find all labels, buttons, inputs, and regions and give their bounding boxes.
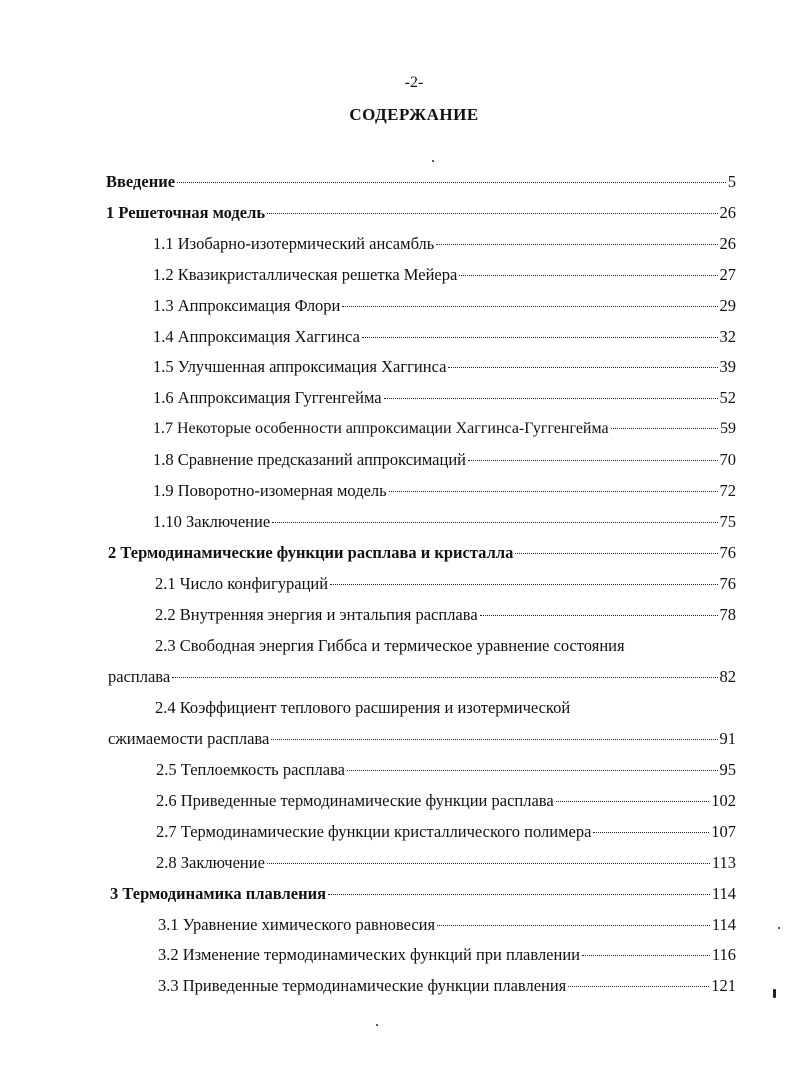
scan-speck — [778, 927, 780, 929]
toc-entry-3-2[interactable] — [158, 944, 736, 966]
toc-entry-page: 114 — [711, 884, 736, 903]
toc-entry-1-4[interactable] — [153, 326, 736, 348]
toc-entry-2-2[interactable] — [155, 604, 736, 626]
dot-leader — [568, 986, 709, 987]
toc-entry-page: 32 — [719, 327, 736, 346]
toc-entry-2-4[interactable] — [108, 728, 736, 750]
toc-entry-title: 2 Термодинамические функции расплава и кристалла — [108, 543, 514, 562]
toc-entry-2-1[interactable] — [155, 573, 736, 595]
toc-entry-title: 2.7 Термодинамические функции кристаллического полимера — [156, 822, 592, 841]
toc-entry-page: 107 — [711, 822, 736, 841]
toc-entry-title: 3.2 Изменение термодинамических функций при плавлении — [158, 945, 580, 964]
toc-entry-page: 59 — [720, 420, 736, 437]
toc-entry-title: 2.8 Заключение — [156, 853, 265, 872]
page-number: -2- — [404, 74, 424, 91]
toc-entry-title: 1.2 Квазикристаллическая решетка Мейера — [153, 265, 458, 284]
toc-entry-1-8[interactable] — [153, 449, 736, 471]
toc-entry-title: 1.10 Заключение — [153, 512, 271, 531]
toc-entry-page: 70 — [719, 450, 736, 469]
dot-leader — [362, 337, 718, 338]
toc-entry-1-3[interactable] — [153, 295, 736, 317]
page-title: СОДЕРЖАНИЕ — [349, 105, 479, 124]
dot-leader — [611, 428, 718, 429]
toc-entry-title: 1.3 Аппроксимация Флори — [153, 296, 341, 315]
toc-entry-title: 1.9 Поворотно-изомерная модель — [153, 481, 387, 500]
toc-entry-page: 78 — [719, 605, 736, 624]
toc-entry-2-3[interactable] — [108, 666, 736, 688]
toc-entry-page: 27 — [719, 265, 736, 284]
toc-entry-chapter-3[interactable] — [110, 883, 736, 905]
toc-entry-2-6[interactable] — [156, 790, 736, 812]
dot-leader — [593, 832, 709, 833]
dot-leader — [271, 739, 717, 740]
dot-leader — [448, 367, 717, 368]
toc-entry-page: 26 — [719, 203, 736, 222]
toc-entry-title: 1.7 Некоторые особенности аппроксимации Хаггинса-Гуггенгейма — [153, 420, 609, 437]
toc-entry-page: 5 — [727, 172, 736, 191]
dot-leader — [330, 584, 717, 585]
toc-entry-chapter-2[interactable] — [108, 542, 736, 564]
dot-leader — [459, 275, 717, 276]
toc-entry-title: 3.3 Приведенные термодинамические функции плавления — [158, 976, 567, 995]
toc-entry-page: 116 — [711, 945, 736, 964]
toc-entry-1-2[interactable] — [153, 264, 736, 286]
toc-entry-page: 29 — [719, 296, 736, 315]
toc-entry-page: 113 — [711, 853, 736, 872]
scan-speck — [432, 160, 434, 162]
toc-entry-page: 76 — [719, 574, 736, 593]
toc-entry-1-5[interactable] — [153, 356, 736, 378]
dot-leader — [267, 213, 717, 214]
dot-leader — [328, 894, 710, 895]
toc-entry-page: 39 — [719, 357, 736, 376]
dot-leader — [389, 491, 718, 492]
scan-speck — [376, 1024, 378, 1026]
toc-entry-2-3-line1[interactable]: 2.3 Свободная энергия Гиббса и термическое уравнение состояния — [155, 636, 625, 655]
toc-entry-1-7[interactable] — [153, 418, 736, 440]
toc-entry-title: 2.1 Число конфигураций — [155, 574, 329, 593]
toc-entry-page: 72 — [719, 481, 736, 500]
dot-leader — [267, 863, 710, 864]
toc-entry-1-1[interactable] — [153, 233, 736, 255]
dot-leader — [347, 770, 717, 771]
toc-entry-page: 121 — [711, 976, 736, 995]
toc-entry-page: 114 — [711, 915, 736, 934]
dot-leader — [556, 801, 710, 802]
toc-entry-3-3[interactable] — [158, 975, 736, 997]
toc-entry-page: 76 — [719, 543, 736, 562]
dot-leader — [436, 244, 717, 245]
toc-entry-title: 3 Термодинамика плавления — [110, 884, 327, 903]
dot-leader — [384, 398, 718, 399]
toc-entry-title: 1.5 Улучшенная аппроксимация Хаггинса — [153, 357, 447, 376]
dot-leader — [437, 925, 710, 926]
toc-entry-2-5[interactable] — [156, 759, 736, 781]
dot-leader — [177, 182, 726, 183]
toc-entry-2-4-line1[interactable]: 2.4 Коэффициент теплового расширения и изотермической — [155, 698, 571, 717]
toc-entry-page: 52 — [719, 388, 736, 407]
toc-entry-1-10[interactable] — [153, 511, 736, 533]
toc-entry-title: 1 Решеточная модель — [106, 203, 266, 222]
toc-entry-2-8[interactable] — [156, 852, 736, 874]
toc-entry-page: 26 — [719, 234, 736, 253]
toc-entry-page: 82 — [719, 667, 736, 686]
toc-entry-3-1[interactable] — [158, 914, 736, 936]
toc-entry-title: 3.1 Уравнение химического равновесия — [158, 915, 436, 934]
toc-entry-title: 1.4 Аппроксимация Хаггинса — [153, 327, 360, 346]
toc-entry-title: 2.5 Теплоемкость расплава — [156, 760, 346, 779]
dot-leader — [480, 615, 718, 616]
toc-entry-title: сжимаемости расплава — [108, 729, 270, 748]
toc-entry-title: 1.6 Аппроксимация Гуггенгейма — [153, 388, 382, 407]
toc-entry-title: 2.2 Внутренняя энергия и энтальпия расплава — [155, 605, 478, 624]
toc-entry-intro[interactable] — [106, 171, 736, 193]
dot-leader — [515, 553, 717, 554]
toc-entry-title: Введение — [106, 172, 176, 191]
toc-entry-title: расплава — [108, 667, 171, 686]
dot-leader — [172, 677, 717, 678]
toc-entry-chapter-1[interactable] — [106, 202, 736, 224]
toc-entry-page: 102 — [711, 791, 736, 810]
toc-entry-title: 2.6 Приведенные термодинамические функции расплава — [156, 791, 554, 810]
toc-entry-1-9[interactable] — [153, 480, 736, 502]
toc-entry-title: 1.1 Изобарно-изотермический ансамбль — [153, 234, 435, 253]
toc-entry-2-7[interactable] — [156, 821, 736, 843]
dot-leader — [272, 522, 717, 523]
toc-entry-page: 91 — [719, 729, 736, 748]
dot-leader — [342, 306, 717, 307]
toc-entry-1-6[interactable] — [153, 387, 736, 409]
toc-entry-page: 95 — [719, 760, 736, 779]
dot-leader — [582, 955, 710, 956]
scan-speck — [773, 989, 776, 998]
dot-leader — [468, 460, 717, 461]
toc-entry-page: 75 — [719, 512, 736, 531]
toc-entry-title: 1.8 Сравнение предсказаний аппроксимаций — [153, 450, 467, 469]
